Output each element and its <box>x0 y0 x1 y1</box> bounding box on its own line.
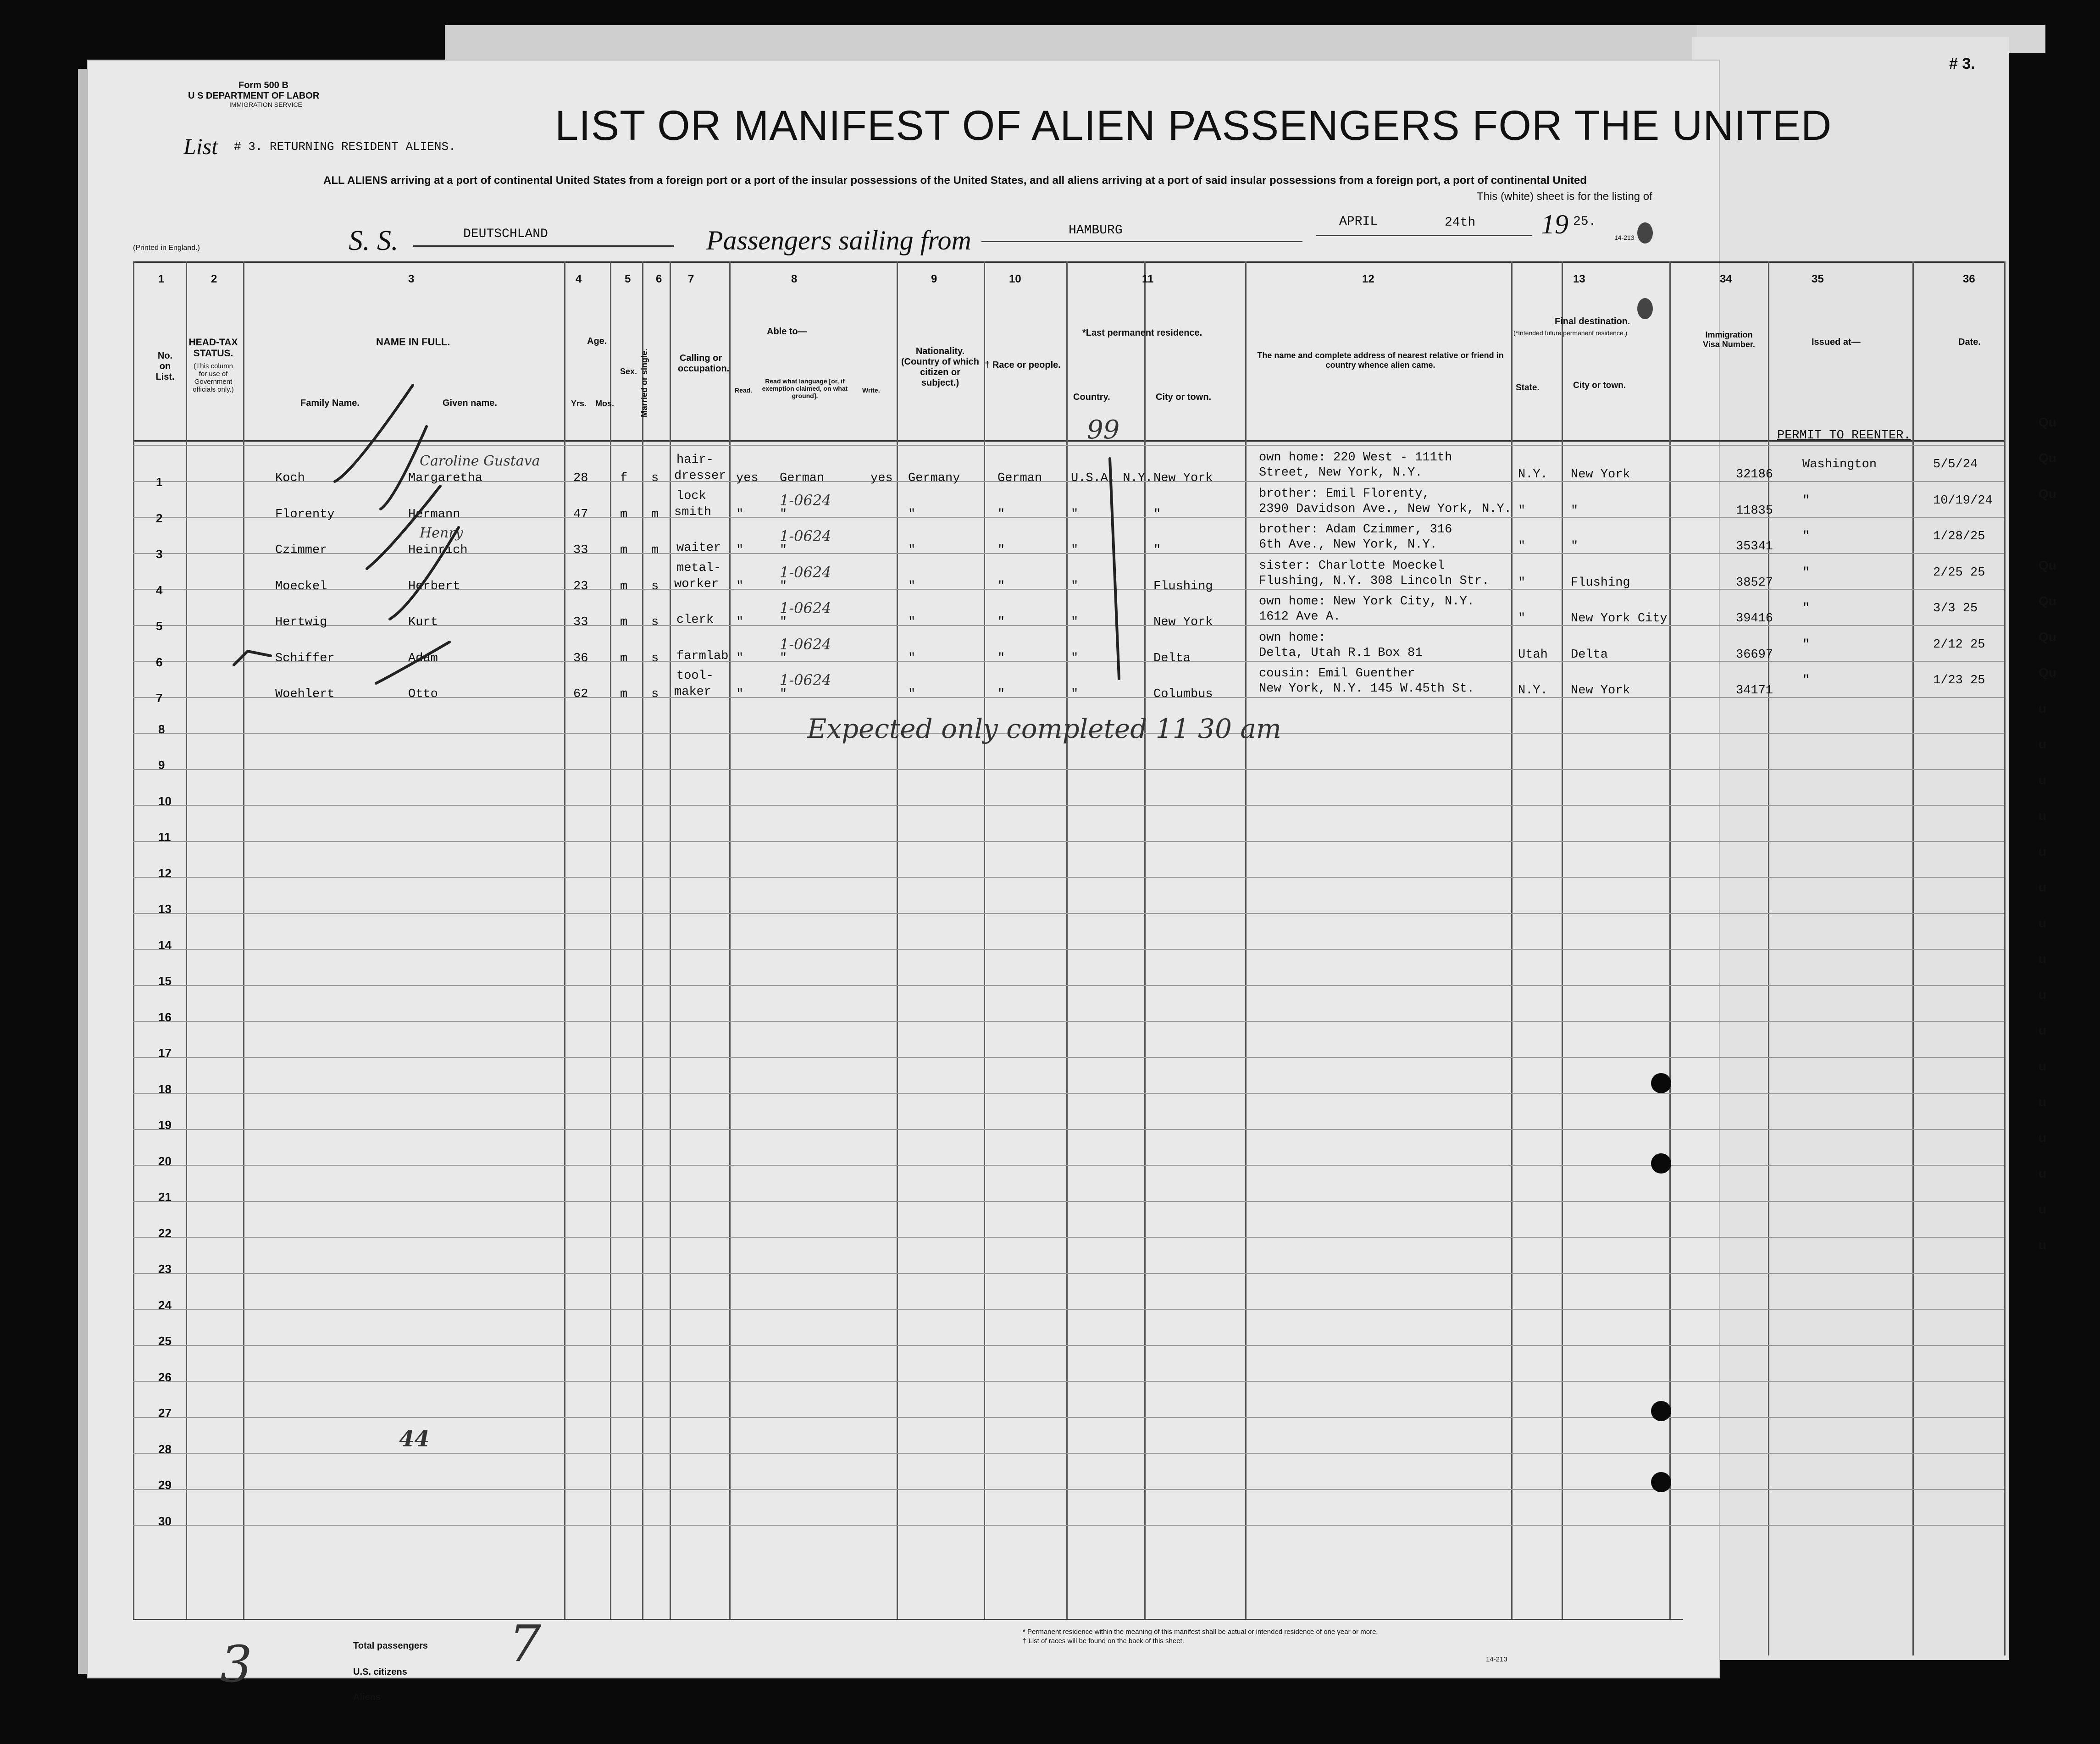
relative-line-1: own home: <box>1259 631 1326 645</box>
residence-city: Delta <box>1153 651 1191 665</box>
column-number: 2 <box>211 273 217 285</box>
visa-number: 36697 <box>1736 648 1773 662</box>
occupation: worker <box>674 577 719 591</box>
column-number: 4 <box>576 273 582 285</box>
relative-line-2: Street, New York, N.Y. <box>1259 466 1423 480</box>
given-name-note: Henry <box>420 525 463 541</box>
given-name: Heinrich <box>408 543 468 557</box>
marital-status: s <box>651 687 659 701</box>
race: " <box>997 615 1005 629</box>
destination-state: " <box>1518 576 1526 590</box>
row-number: 25 <box>158 1334 172 1348</box>
binder-hole <box>1651 1073 1671 1093</box>
race: " <box>997 651 1005 665</box>
sex: m <box>620 579 628 593</box>
destination-city: New York City <box>1571 612 1668 626</box>
ss-label: S. S. <box>349 225 399 256</box>
binder-hole <box>1651 1472 1671 1492</box>
column-number: 3 <box>408 273 415 285</box>
given-name: Otto <box>408 687 438 701</box>
visa-number: 11835 <box>1736 504 1773 518</box>
given-name: Margaretha <box>408 471 483 485</box>
list-label: List <box>183 133 218 159</box>
continuation-mark: u <box>2039 1095 2047 1109</box>
sex: m <box>620 507 628 521</box>
continuation-mark: u <box>2039 916 2047 930</box>
header-final-destination: Final destination. <box>1555 316 1630 327</box>
visa-date: 2/12 25 <box>1933 637 1985 652</box>
age-years: 33 <box>573 543 588 557</box>
manifest-subtitle: ALL ALIENS arriving at a port of continental United States from a foreign port or a port of the insular possessions of the United States, and all aliens arriving at a port of said insular possessions from a foreign port, a port of continental United <box>323 174 1587 187</box>
residence-city: " <box>1153 507 1161 521</box>
family-name: Florenty <box>275 507 335 521</box>
row-number: 12 <box>158 866 172 880</box>
relative-line-2: Flushing, N.Y. 308 Lincoln Str. <box>1259 574 1490 588</box>
issued-at: " <box>1802 637 1810 652</box>
relative-line-2: 6th Ave., New York, N.Y. <box>1259 538 1437 552</box>
header-read: Read. <box>735 387 753 394</box>
sex: f <box>620 471 628 485</box>
continuation-mark: u <box>2039 1202 2047 1216</box>
residence-city: New York <box>1153 471 1213 485</box>
read-language-note: 1-0624 <box>780 527 831 545</box>
continuation-mark: u <box>2039 952 2047 966</box>
header-age: Age. <box>587 336 607 346</box>
destination-city: New York <box>1571 468 1630 482</box>
continuation-mark: u <box>2039 1166 2047 1180</box>
handwritten-corner-number: 3 <box>220 1635 252 1694</box>
binder-hole <box>1651 1153 1671 1174</box>
continuation-mark: Qu <box>2039 558 2056 572</box>
row-number: 23 <box>158 1262 172 1276</box>
continuation-mark: u <box>2039 1059 2047 1073</box>
visa-date: 3/3 25 <box>1933 602 1978 615</box>
given-name: Kurt <box>408 615 438 629</box>
column-number: 35 <box>1812 273 1824 285</box>
can-read: " <box>736 651 744 665</box>
nationality: " <box>908 615 916 629</box>
occupation: farmlab <box>676 649 729 663</box>
destination-state: " <box>1518 612 1526 626</box>
header-family-name: Family Name. <box>300 398 360 408</box>
issued-at: " <box>1802 565 1810 580</box>
read-language: German <box>780 471 825 485</box>
year-suffix: 25. <box>1573 215 1596 229</box>
age-years: 47 <box>573 507 588 521</box>
form-code: 14-213 <box>1614 234 1635 241</box>
destination-state: Utah <box>1518 648 1548 662</box>
footer-note-2: † List of races will be found on the back of this sheet. <box>1023 1637 1184 1645</box>
nationality: " <box>908 651 916 665</box>
family-name: Czimmer <box>275 543 327 557</box>
read-language-note: 1-0624 <box>780 563 831 581</box>
residence-city: Flushing <box>1153 579 1213 593</box>
relative-line-2: Delta, Utah R.1 Box 81 <box>1259 646 1423 660</box>
header-name-in-full: NAME IN FULL. <box>376 336 450 348</box>
relative-line-2: New York, N.Y. 145 W.45th St. <box>1259 682 1474 696</box>
marital-status: s <box>651 471 659 485</box>
continuation-mark: u <box>2039 1238 2047 1252</box>
race: " <box>997 543 1005 557</box>
header-mos: Mos. <box>595 399 615 408</box>
race: " <box>997 687 1005 701</box>
service: IMMIGRATION SERVICE <box>229 101 302 108</box>
column-number: 9 <box>931 273 937 285</box>
occupation: smith <box>674 505 712 519</box>
relative-line-1: own home: New York City, N.Y. <box>1259 595 1474 609</box>
relative-line-1: cousin: Emil Guenther <box>1259 667 1415 681</box>
row-number: 1 <box>156 475 163 489</box>
footer-code: 14-213 <box>1486 1655 1507 1663</box>
column-number: 34 <box>1720 273 1732 285</box>
relative-line-1: own home: 220 West - 111th <box>1259 451 1452 465</box>
destination-city: New York <box>1571 684 1630 698</box>
visa-number: 38527 <box>1736 576 1773 590</box>
row-number: 30 <box>158 1514 172 1528</box>
family-name: Koch <box>275 471 305 485</box>
destination-state: N.Y. <box>1518 684 1548 698</box>
port: HAMBURG <box>1069 223 1123 238</box>
header-calling: Calling or occupation. <box>678 353 730 374</box>
visa-date: 10/19/24 <box>1933 493 1993 508</box>
visa-date: 2/25 25 <box>1933 565 1985 580</box>
footer-aliens: Aliens <box>353 1692 381 1702</box>
issued-at: " <box>1802 530 1810 543</box>
header-date: Date. <box>1958 337 1981 347</box>
handwritten-total: 7 <box>509 1614 541 1673</box>
header-given-name: Given name. <box>443 398 497 408</box>
visa-date: 5/5/24 <box>1933 458 1978 471</box>
sex: m <box>620 651 628 665</box>
handwritten-completed: Expected only completed 11 30 am <box>807 713 1281 744</box>
row-number: 6 <box>156 655 163 669</box>
check-stroke <box>367 486 440 569</box>
binder-hole <box>1651 1401 1671 1421</box>
destination-city: " <box>1571 504 1579 518</box>
read-language: " <box>780 687 787 701</box>
destination-state: N.Y. <box>1518 468 1548 482</box>
header-able-to: Able to— <box>767 327 807 337</box>
row-number: 5 <box>156 619 163 633</box>
row-number: 22 <box>158 1226 172 1240</box>
read-language-note: 1-0624 <box>780 671 831 689</box>
given-name: Herbert <box>408 579 460 593</box>
visa-number: 39416 <box>1736 612 1773 626</box>
read-language: " <box>780 579 787 593</box>
continuation-mark: u <box>2039 1023 2047 1037</box>
row-number: 8 <box>158 722 165 736</box>
marital-status: s <box>651 615 659 629</box>
row-number: 9 <box>158 758 165 772</box>
can-read: " <box>736 615 744 629</box>
continuation-mark: u <box>2039 737 2047 751</box>
residence-country: U.S.A. N.Y. <box>1071 471 1153 485</box>
continuation-mark: Qu <box>2039 630 2056 644</box>
residence-city: Columbus <box>1153 687 1213 701</box>
age-years: 28 <box>573 471 588 485</box>
header-city-2: City or town. <box>1573 381 1626 390</box>
given-name-note: Caroline Gustava <box>420 453 540 469</box>
manifest-title: LIST OR MANIFEST OF ALIEN PASSENGERS FOR THE UNITED <box>555 102 1832 149</box>
header-issued: Issued at— <box>1812 337 1861 347</box>
form-number: Form 500 B <box>238 80 288 90</box>
year-prefix: 19 <box>1541 209 1568 239</box>
continuation-mark: Qu <box>2039 451 2056 465</box>
row-number: 15 <box>158 974 172 988</box>
family-name: Moeckel <box>275 579 327 593</box>
header-married: Married or single. <box>640 348 649 417</box>
check-stroke <box>381 426 427 509</box>
race: " <box>997 507 1005 521</box>
nationality: " <box>908 687 916 701</box>
header-head-tax: HEAD-TAX STATUS. <box>188 337 238 359</box>
can-read: " <box>736 687 744 701</box>
row-number: 3 <box>156 547 163 561</box>
continuation-mark: u <box>2039 701 2047 715</box>
visa-number: 32186 <box>1736 468 1773 482</box>
handwritten-margin-number: 44 <box>399 1426 430 1452</box>
occupation: waiter <box>676 541 721 555</box>
occupation: metal- <box>676 561 721 575</box>
check-stroke <box>234 651 271 665</box>
read-language: " <box>780 507 787 521</box>
sailing-label: Passengers sailing from <box>706 225 971 255</box>
marital-status: m <box>651 543 659 557</box>
column-number: 7 <box>688 273 694 285</box>
row-number: 17 <box>158 1046 172 1060</box>
residence-country: " <box>1071 615 1079 629</box>
visa-number: 35341 <box>1736 540 1773 554</box>
can-read: " <box>736 507 744 521</box>
continuation-mark: u <box>2039 773 2047 787</box>
race: German <box>997 471 1042 485</box>
residence-city: " <box>1153 543 1161 557</box>
column-number: 10 <box>1009 273 1021 285</box>
occupation: maker <box>674 685 712 699</box>
header-race: † Race or people. <box>985 360 1061 370</box>
issued-at: Washington <box>1802 458 1877 471</box>
destination-state: " <box>1518 504 1526 518</box>
binder-hole <box>1637 298 1653 319</box>
header-relative: The name and complete address of nearest relative or friend in country whence alien came. <box>1257 351 1504 370</box>
residence-country: " <box>1071 507 1079 521</box>
sex: m <box>620 543 628 557</box>
relative-line-1: brother: Adam Czimmer, 316 <box>1259 523 1452 537</box>
nationality: " <box>908 507 916 521</box>
check-stroke <box>376 642 449 683</box>
marital-status: s <box>651 579 659 593</box>
visa-date: 1/28/25 <box>1933 530 1985 543</box>
row-number: 28 <box>158 1442 172 1456</box>
row-number: 26 <box>158 1370 172 1384</box>
can-read: " <box>736 579 744 593</box>
given-name: Hermann <box>408 507 460 521</box>
age-years: 23 <box>573 579 588 593</box>
read-language: " <box>780 543 787 557</box>
month: APRIL <box>1339 215 1378 229</box>
header-country: Country. <box>1073 392 1110 402</box>
row-number: 27 <box>158 1406 172 1420</box>
column-number: 36 <box>1963 273 1975 285</box>
row-number: 18 <box>158 1082 172 1096</box>
column-number: 8 <box>791 273 798 285</box>
header-last-residence: *Last permanent residence. <box>1082 328 1202 338</box>
read-language: " <box>780 615 787 629</box>
continuation-mark: Qu <box>2039 487 2056 501</box>
header-write: Write. <box>862 387 880 394</box>
destination-state: " <box>1518 540 1526 554</box>
header-read-lang: Read what language [or, if exemption claimed, on what ground]. <box>762 377 848 399</box>
occupation: clerk <box>676 613 714 627</box>
row-number: 24 <box>158 1298 172 1312</box>
destination-city: Flushing <box>1571 576 1630 590</box>
read-language-note: 1-0624 <box>780 491 831 509</box>
occupation: tool- <box>676 669 714 683</box>
family-name: Woehlert <box>275 687 335 701</box>
relative-line-2: 2390 Davidson Ave., New York, N.Y. <box>1259 502 1512 516</box>
header-no-on-list: No. on List. <box>155 351 175 382</box>
header-yrs: Yrs. <box>571 399 587 408</box>
row-number: 16 <box>158 1010 172 1024</box>
column-number: 13 <box>1573 273 1585 285</box>
header-final-note: (*Intended future permanent residence.) <box>1513 329 1628 337</box>
day: 24th <box>1445 216 1476 230</box>
list-value: # 3. RETURNING RESIDENT ALIENS. <box>234 140 456 154</box>
row-number: 29 <box>158 1478 172 1492</box>
sex: m <box>620 615 628 629</box>
age-years: 33 <box>573 615 588 629</box>
row-number: 2 <box>156 511 163 525</box>
page-mark: # 3. <box>1949 55 1975 72</box>
row-number: 13 <box>158 902 172 916</box>
header-nationality: Nationality. (Country of which citizen or subject.) <box>901 346 979 388</box>
age-years: 62 <box>573 687 588 701</box>
header-city: City or town. <box>1156 392 1212 402</box>
row-number: 14 <box>158 938 172 952</box>
row-number: 10 <box>158 794 172 808</box>
nationality: Germany <box>908 471 960 485</box>
ship-name: DEUTSCHLAND <box>463 227 548 241</box>
destination-city: " <box>1571 540 1579 554</box>
header-state: State. <box>1516 383 1540 393</box>
can-write: yes <box>870 471 893 485</box>
destination-city: Delta <box>1571 648 1608 662</box>
permit-note: PERMIT TO REENTER. <box>1777 429 1911 443</box>
can-read: yes <box>736 471 759 485</box>
given-name: Adam <box>408 651 438 665</box>
continuation-mark: Qu <box>2039 415 2056 429</box>
occupation: dresser <box>674 469 726 483</box>
department: U S DEPARTMENT OF LABOR <box>188 91 320 101</box>
column-number: 12 <box>1362 273 1374 285</box>
continuation-mark: u <box>2039 987 2047 1002</box>
residence-country: " <box>1071 687 1079 701</box>
footer-note-1: * Permanent residence within the meaning of this manifest shall be actual or intended residence of one year or more. <box>1023 1628 1378 1636</box>
read-language-note: 1-0624 <box>780 599 831 617</box>
can-read: " <box>736 543 744 557</box>
issued-at: " <box>1802 602 1810 615</box>
issued-at: " <box>1802 674 1810 687</box>
residence-country: " <box>1071 543 1079 557</box>
visa-date: 1/23 25 <box>1933 674 1985 687</box>
footer-citizens: U.S. citizens <box>353 1667 407 1677</box>
row-number: 20 <box>158 1154 172 1168</box>
family-name: Hertwig <box>275 615 327 629</box>
check-stroke <box>390 527 459 619</box>
occupation: hair- <box>676 453 714 467</box>
manifest-subtitle-2: This (white) sheet is for the listing of <box>1477 190 1652 203</box>
ditto-stroke <box>1110 459 1119 679</box>
marital-status: m <box>651 507 659 521</box>
family-name: Schiffer <box>275 651 335 665</box>
row-number: 21 <box>158 1190 172 1204</box>
visa-number: 34171 <box>1736 684 1773 698</box>
relative-line-1: sister: Charlotte Moeckel <box>1259 559 1445 573</box>
read-language-note: 1-0624 <box>780 635 831 653</box>
column-number: 6 <box>656 273 662 285</box>
residence-city: New York <box>1153 615 1213 629</box>
check-stroke <box>335 385 413 482</box>
binder-hole <box>1637 222 1653 244</box>
handwritten-country-mark: 99 <box>1087 415 1120 445</box>
header-sex: Sex. <box>620 367 637 376</box>
column-number: 5 <box>625 273 631 285</box>
sex: m <box>620 687 628 701</box>
row-number: 4 <box>156 583 163 597</box>
continuation-mark: u <box>2039 844 2047 858</box>
continuation-mark: u <box>2039 880 2047 894</box>
printed-in: (Printed in England.) <box>133 244 200 252</box>
nationality: " <box>908 543 916 557</box>
column-number: 11 <box>1142 273 1154 285</box>
header-visa: Immigration Visa Number. <box>1703 330 1755 349</box>
continuation-mark: Qu <box>2039 665 2056 680</box>
residence-country: " <box>1071 579 1079 593</box>
occupation: lock <box>676 489 706 503</box>
header-head-tax-note: (This column for use of Government officials only.) <box>193 362 234 393</box>
continuation-mark: u <box>2039 808 2047 823</box>
read-language: " <box>780 651 787 665</box>
row-number: 7 <box>156 691 163 705</box>
issued-at: " <box>1802 493 1810 508</box>
nationality: " <box>908 579 916 593</box>
relative-line-2: 1612 Ave A. <box>1259 610 1341 624</box>
race: " <box>997 579 1005 593</box>
row-number: 19 <box>158 1118 172 1132</box>
continuation-mark: Qu <box>2039 594 2056 608</box>
marital-status: s <box>651 651 659 665</box>
age-years: 36 <box>573 651 588 665</box>
relative-line-1: brother: Emil Florenty, <box>1259 487 1430 501</box>
continuation-mark: u <box>2039 1130 2047 1145</box>
row-number: 11 <box>158 830 171 844</box>
column-number: 1 <box>158 273 165 285</box>
residence-country: " <box>1071 651 1079 665</box>
footer-total: Total passengers <box>353 1641 428 1651</box>
